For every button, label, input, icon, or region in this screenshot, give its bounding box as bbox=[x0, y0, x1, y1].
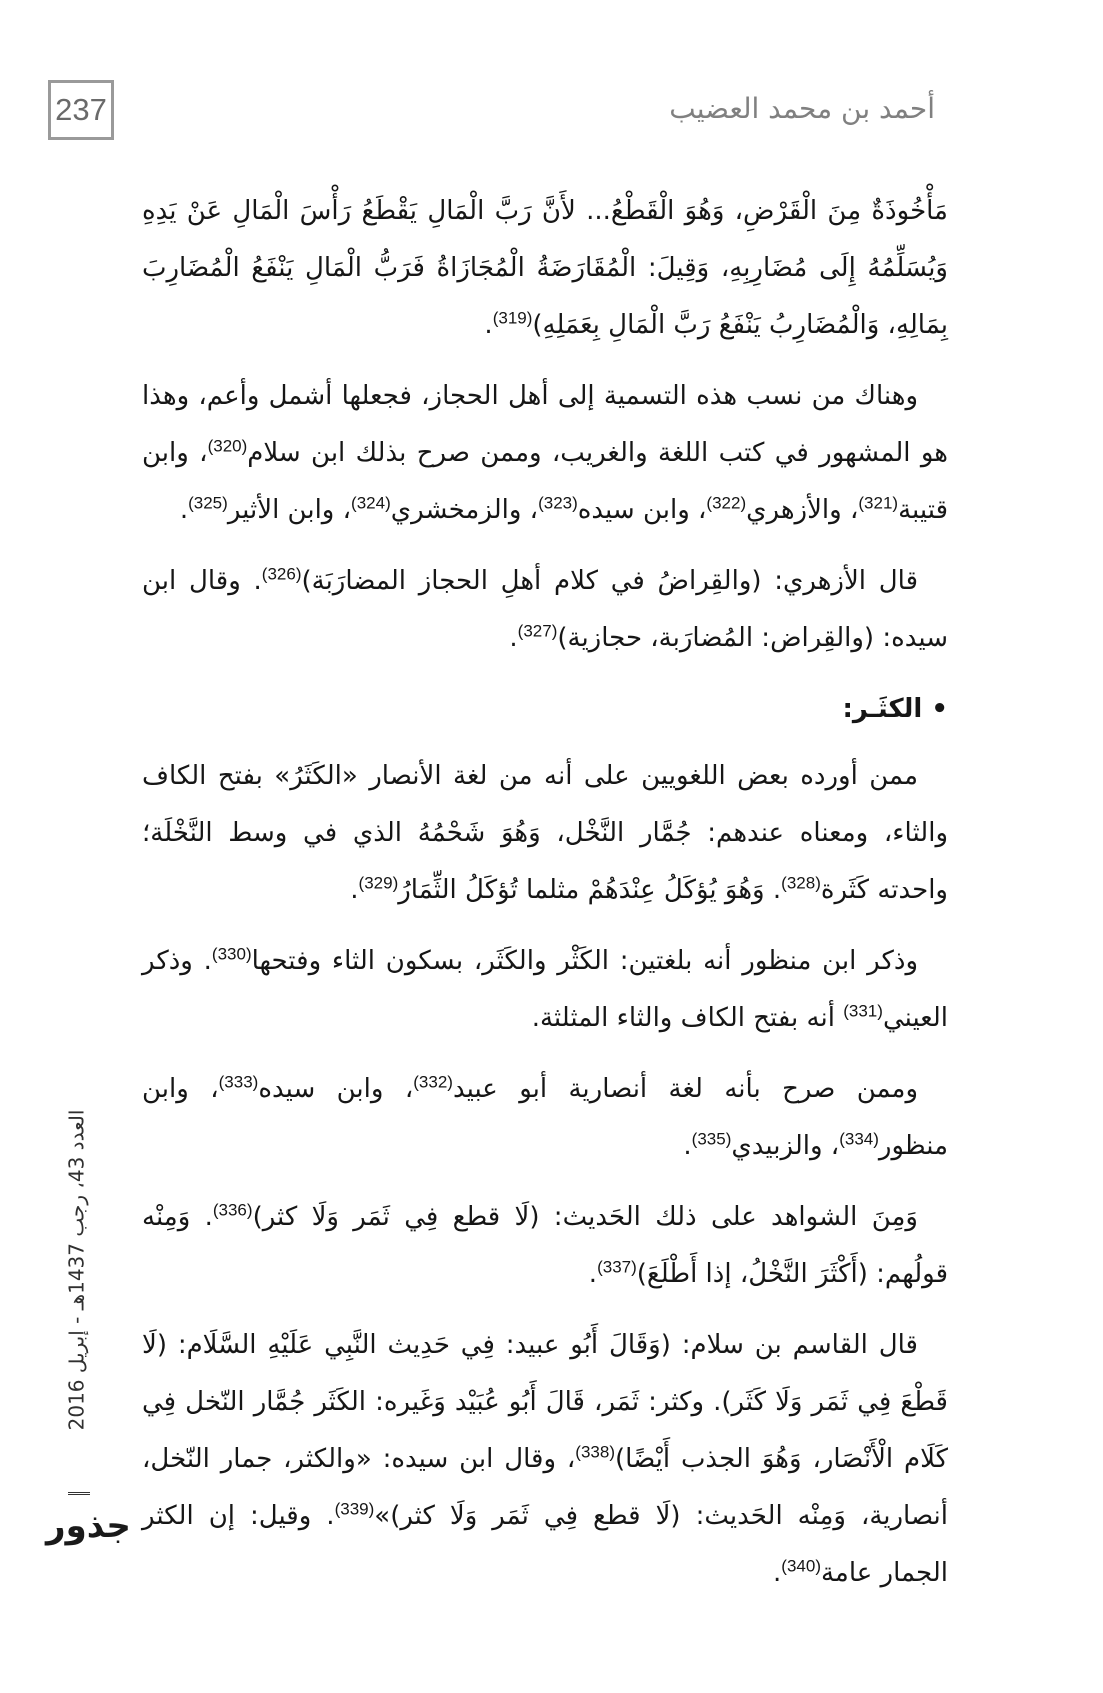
paragraph bbox=[142, 1317, 948, 1602]
footnote-ref[interactable]: (329) bbox=[358, 873, 399, 893]
paragraph bbox=[142, 1061, 948, 1175]
footnote-ref[interactable]: (319) bbox=[492, 308, 533, 328]
footnote-ref[interactable]: (320) bbox=[207, 436, 248, 456]
text-run: قال الأزهري: (والقِراضُ في كلام أهلِ الحجاز المضارَبَة) bbox=[301, 566, 918, 596]
footnote-ref[interactable]: (334) bbox=[839, 1129, 879, 1149]
text-run: ، والزمخشري bbox=[390, 495, 539, 525]
footnote-ref[interactable]: (337) bbox=[597, 1257, 637, 1277]
text-run: ، وابن سيده bbox=[577, 495, 707, 525]
footnote-ref[interactable]: (327) bbox=[517, 621, 558, 641]
footnote-ref[interactable]: (332) bbox=[413, 1072, 453, 1092]
text-run: . وَهُوَ يُؤكَلُ عِنْدَهُمْ مثلما تُؤكَلُ الثِّمَارُ bbox=[398, 875, 782, 905]
text-run: . وَمِنْه قولُهم: (أَكْثَرَ النَّخْلُ، إذا أَطْلَعَ) bbox=[142, 1202, 948, 1289]
text-run: . bbox=[179, 495, 189, 525]
text-run: ، وابن الأثير bbox=[227, 495, 352, 525]
text-run: وذكر ابن منظور أنه بلغتين: الكَثْر والكَثَر، بسكون الثاء وفتحها bbox=[251, 946, 919, 976]
footnote-ref[interactable]: (328) bbox=[781, 873, 821, 893]
issue-info bbox=[60, 1055, 92, 1485]
paragraph bbox=[142, 933, 948, 1047]
footnote-ref[interactable]: (340) bbox=[781, 1556, 821, 1576]
article-body bbox=[142, 183, 948, 1616]
footnote-ref[interactable]: (322) bbox=[706, 493, 747, 513]
issue-info-text: العدد 43، رجب 1437هـ - إبريل 2016 bbox=[64, 1109, 88, 1431]
footnote-ref[interactable]: (335) bbox=[691, 1129, 732, 1149]
running-head: أحمد بن محمد العضيب bbox=[669, 92, 935, 125]
text-run: أنه بفتح الكاف والثاء المثلثة. bbox=[531, 1003, 844, 1033]
text-run: . bbox=[588, 1259, 598, 1289]
footnote-ref[interactable]: (326) bbox=[261, 564, 302, 584]
text-run: مَأْخُوذَةٌ مِنَ الْقَرْضِ، وَهُوَ الْقَطْعُ... لأَنَّ رَبَّ الْمَالِ يَقْطَعُ رَأْسَ الْمَالِ عَنْ يَدِهِ وَيُسَلِّمُهُ إِلَى مُضَارِبِهِ، وَقِيلَ: الْمُقَارَضَةُ الْمُجَازَاةُ فَرَبُّ الْمَالِ يَنْفَعُ الْمُضَارِبَ بِمَالِهِ، وَالْمُضَارِبُ يَنْفَعُ رَبَّ الْمَالِ بِعَمَلِهِ) bbox=[142, 196, 948, 340]
text-run: ممن أورده بعض اللغويين على أنه من لغة الأنصار «الكَثَرُ» بفتح الكاف والثاء، ومعناه عندهم: جُمَّار النَّخْل، وَهُوَ شَحْمُهُ الذي في وسط النَّخْلَة؛ واحدته كَثَرة bbox=[142, 761, 948, 905]
text-run: . bbox=[773, 1558, 782, 1588]
text-run: ، وقال ابن سيده: «والكثر، جمار النّخل، أنصارية، وَمِنْه الحَديث: (لَا قطع فِي ثَمَر وَلَا كثر)» bbox=[142, 1444, 948, 1531]
text-run: وهناك من نسب هذه التسمية إلى أهل الحجاز، فجعلها أشمل وأعم، وهذا هو المشهور في كتب اللغة والغريب، وممن صرح بذلك ابن سلام bbox=[142, 381, 948, 468]
text-run: ، وابن سيده bbox=[258, 1074, 414, 1104]
section-heading: • الكثَـر: bbox=[842, 694, 948, 724]
footnote-ref[interactable]: (331) bbox=[843, 1001, 883, 1021]
text-run: قال القاسم بن سلام: (وَقَالَ أَبُو عبيد: فِي حَدِيث النَّبِي عَلَيْهِ السَّلَام: (لَا قَطْعَ فِي ثَمَر وَلَا كَثَر). وكثر: ثَمَر، قَالَ أَبُو عُبَيْد وَغَيره: الكَثَر جُمَّار النّخل فِي كَلَام الْأَنْصَار، وَهُوَ الجذب أَيْضًا) bbox=[142, 1330, 948, 1474]
text-run: وممن صرح بأنه لغة أنصارية أبو عبيد bbox=[452, 1074, 918, 1104]
text-run: ، والأزهري bbox=[746, 495, 859, 525]
footnote-ref[interactable]: (338) bbox=[575, 1442, 616, 1462]
text-run: ، وابن قتيبة bbox=[142, 438, 948, 525]
footnote-ref[interactable]: (324) bbox=[351, 493, 391, 513]
footnote-ref[interactable]: (333) bbox=[218, 1072, 259, 1092]
text-run: . bbox=[683, 1131, 692, 1161]
text-run: ، وابن منظور bbox=[142, 1074, 948, 1161]
paragraph bbox=[142, 368, 948, 539]
footnote-ref[interactable]: (325) bbox=[188, 493, 228, 513]
footnote-ref[interactable]: (321) bbox=[858, 493, 899, 513]
paragraph bbox=[142, 1189, 948, 1303]
text-run: . bbox=[484, 310, 493, 340]
text-run: . bbox=[509, 623, 518, 653]
footnote-ref[interactable]: (323) bbox=[538, 493, 578, 513]
footnote-ref[interactable]: (339) bbox=[334, 1499, 375, 1519]
page-number: 237 bbox=[48, 80, 114, 140]
text-run: وَمِنَ الشواهد على ذلك الحَديث: (لَا قطع فِي ثَمَر وَلَا كثر) bbox=[252, 1202, 918, 1232]
footnote-ref[interactable]: (330) bbox=[211, 944, 252, 964]
text-run: . وقال ابن سيده: (والقِراض: المُضارَبة، حجازية) bbox=[142, 566, 948, 653]
paragraph bbox=[142, 748, 948, 919]
text-run: . bbox=[350, 875, 359, 905]
side-divider bbox=[68, 1492, 90, 1495]
paragraph bbox=[142, 553, 948, 667]
footnote-ref[interactable]: (336) bbox=[212, 1200, 253, 1220]
text-run: . وقيل: إن الكثر الجمار عامة bbox=[142, 1501, 948, 1588]
paragraph bbox=[142, 183, 948, 354]
journal-logo: جذور bbox=[46, 1506, 131, 1546]
text-run: . وذكر العيني bbox=[142, 946, 948, 1033]
text-run: ، والزبيدي bbox=[731, 1131, 840, 1161]
